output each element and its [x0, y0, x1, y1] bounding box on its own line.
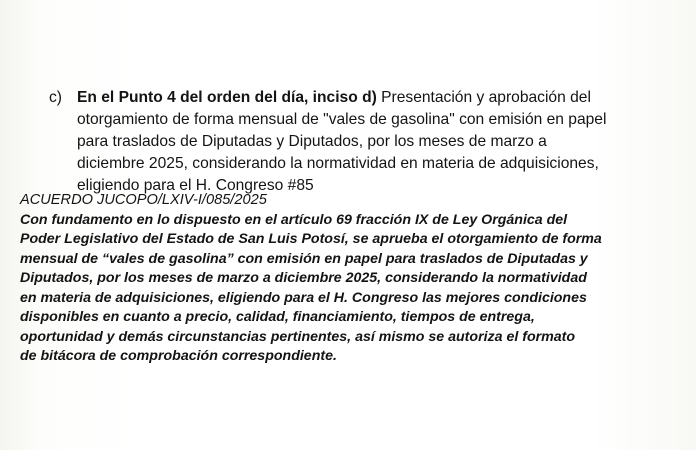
item-letter: c) [49, 89, 62, 106]
item-c-line-2: otorgamiento de forma mensual de "vales de gasolina" con emisión en papel [77, 111, 607, 128]
agreement-line: mensual de “vales de gasolina” con emisión en papel para traslados de Diputadas y [20, 250, 588, 267]
item-c-text [77, 87, 606, 197]
agreement-id: ACUERDO JUCOPO/LXIV-I/085/2025 [20, 192, 267, 208]
agreement-line: Diputados, por los meses de marzo a diciembre 2025, considerando la normatividad [20, 270, 587, 286]
agreement-line: de bitácora de comprobación correspondiente. [20, 348, 337, 364]
item-c-heading: En el Punto 4 del orden del día, inciso d) [77, 89, 377, 106]
agreement-block [20, 191, 690, 367]
agreement-line: Poder Legislativo del Estado de San Luis Potosí, se aprueba el otorgamiento de forma [20, 231, 602, 247]
item-c-line-4: diciembre 2025, considerando la normatividad en materia de adquisiciones, [77, 155, 599, 172]
agreement-line: oportunidad y demás circunstancias pertinentes, así mismo se autoriza el formato [20, 328, 576, 345]
item-c-line-1 [77, 87, 606, 109]
item-c-line-1-rest: Presentación y aprobación del [376, 89, 591, 106]
agreement-line: Con fundamento en lo dispuesto en el artículo 69 fracción IX de Ley Orgánica del [20, 211, 568, 228]
agreement-line: en materia de adquisiciones, eligiendo para el H. Congreso las mejores condiciones [20, 289, 587, 306]
agreement-line: disponibles en cuanto a precio, calidad, financiamiento, tiempos de entrega, [20, 309, 535, 325]
item-c-line-5: eligiendo para el H. Congreso #85 [77, 177, 314, 194]
item-c-line-3: para traslados de Diputadas y Diputados, por los meses de marzo a [77, 133, 547, 150]
